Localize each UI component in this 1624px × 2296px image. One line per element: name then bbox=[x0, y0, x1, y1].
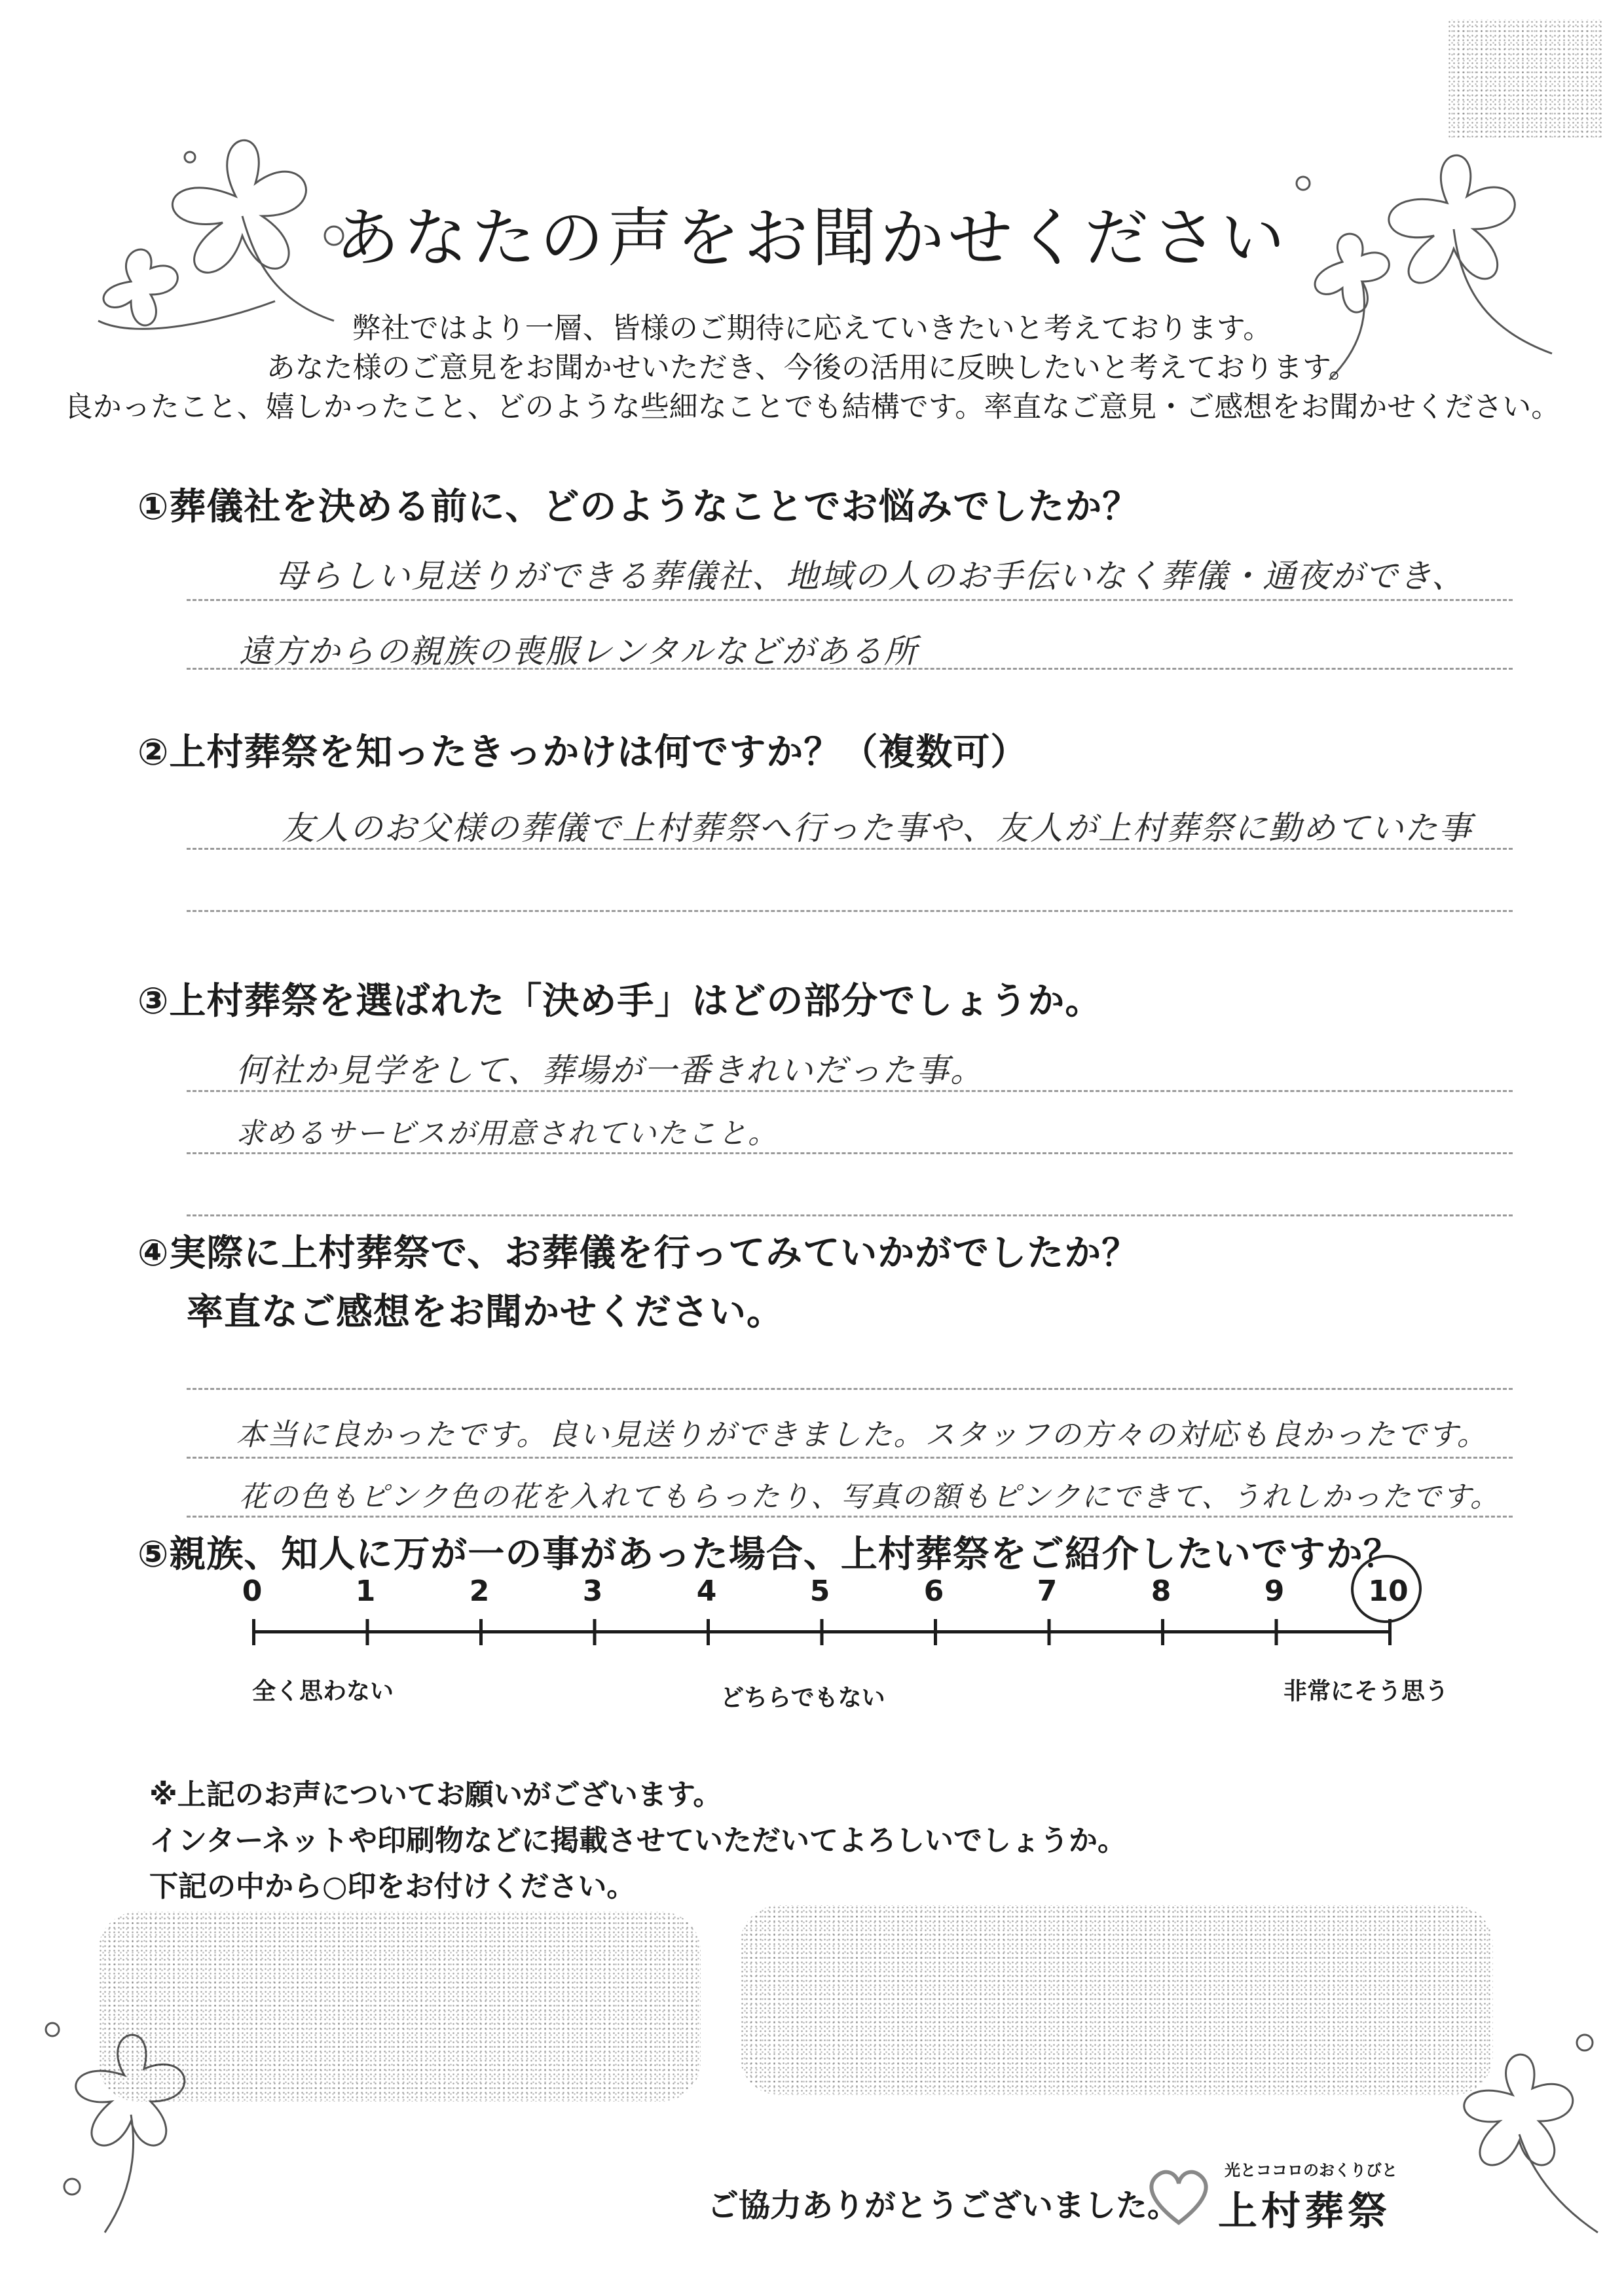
answer-rule bbox=[187, 1388, 1513, 1390]
question-5-label: ⑤親族、知人に万が一の事があった場合、上村葬祭をご紹介したいですか？ bbox=[138, 1533, 1401, 1576]
company-tagline: 光とココロのおくりびと bbox=[1225, 2161, 1397, 2179]
scale-label-high: 非常にそう思う bbox=[1283, 1678, 1449, 1705]
scan-noise-bottom-right bbox=[740, 1905, 1493, 2095]
heart-logo-icon bbox=[1143, 2160, 1215, 2232]
answer-rule bbox=[187, 1457, 1513, 1459]
question-4-answer-line-1: 本当に良かったです。良い見送りができました。スタッフの方々の対応も良かったです。 bbox=[236, 1417, 1488, 1452]
scale-number-5[interactable]: 5 bbox=[809, 1575, 830, 1608]
notice-line-2: インターネットや印刷物などに掲載させていただいてよろしいでしょうか。 bbox=[149, 1824, 1127, 1857]
notice-line-3: 下記の中から○印をお付けください。 bbox=[149, 1870, 636, 1903]
rating-scale bbox=[242, 1575, 1409, 1666]
answer-rule bbox=[187, 1152, 1513, 1154]
scale-number-0[interactable]: 0 bbox=[242, 1575, 263, 1608]
answer-rule bbox=[187, 848, 1513, 850]
question-4-label-line-2: 率直なご感想をお聞かせください。 bbox=[187, 1291, 784, 1334]
scan-noise-top-right bbox=[1447, 20, 1604, 137]
scale-number-2[interactable]: 2 bbox=[469, 1575, 490, 1608]
scale-label-mid: どちらでもない bbox=[720, 1685, 885, 1711]
answer-rule bbox=[187, 668, 1513, 670]
question-3-answer-line-1: 何社か見学をして、葬場が一番きれいだった事。 bbox=[236, 1051, 984, 1089]
intro-line-1: 弊社ではより一層、皆様のご期待に応えていきたいと考えております。 bbox=[352, 312, 1272, 345]
intro-line-3: 良かったこと、嬉しかったこと、どのような些細なことでも結構です。率直なご意見・ご感想をお聞かせください。 bbox=[64, 390, 1560, 424]
question-4-label-line-1: ④実際に上村葬祭で、お葬儀を行ってみていかがでしたか？ bbox=[138, 1232, 1139, 1275]
answer-rule bbox=[187, 1516, 1513, 1518]
scale-number-9[interactable]: 9 bbox=[1264, 1575, 1285, 1608]
scale-number-1[interactable]: 1 bbox=[355, 1575, 376, 1608]
scan-noise-bottom-left bbox=[98, 1912, 701, 2102]
question-3-answer-line-2: 求めるサービスが用意されていたこと。 bbox=[236, 1117, 778, 1150]
company-name: 上村葬祭 bbox=[1218, 2189, 1391, 2234]
scale-number-7[interactable]: 7 bbox=[1037, 1575, 1058, 1608]
notice-line-1: ※上記のお声についてお願いがございます。 bbox=[149, 1778, 722, 1812]
question-3-label: ③上村葬祭を選ばれた「決め手」はどの部分でしょうか。 bbox=[138, 980, 1103, 1023]
question-1-answer-line-2: 遠方からの親族の喪服レンタルなどがある所 bbox=[239, 632, 918, 670]
scale-ticks bbox=[252, 1619, 1392, 1645]
answer-rule bbox=[187, 1090, 1513, 1092]
answer-rule bbox=[187, 1214, 1513, 1216]
question-2-answer-line-1: 友人のお父様の葬儀で上村葬祭へ行った事や、友人が上村葬祭に勤めていた事 bbox=[282, 809, 1473, 847]
scale-number-3[interactable]: 3 bbox=[582, 1575, 603, 1608]
thanks-text: ご協力ありがとうございました。 bbox=[707, 2187, 1179, 2224]
scale-number-6[interactable]: 6 bbox=[923, 1575, 944, 1608]
scale-number-4[interactable]: 4 bbox=[696, 1575, 717, 1608]
page-title: あなたの声をお聞かせください bbox=[335, 201, 1289, 276]
question-2-label: ②上村葬祭を知ったきっかけは何ですか？（複数可） bbox=[138, 731, 1028, 774]
answer-rule bbox=[187, 599, 1513, 601]
question-4-answer-line-2: 花の色もピンク色の花を入れてもらったり、写真の額もピンクにできて、うれしかったです。 bbox=[239, 1480, 1500, 1514]
question-1-answer-line-1: 母らしい見送りができる葬儀社、地域の人のお手伝いなく葬儀・通夜ができ、 bbox=[275, 557, 1466, 595]
scale-number-8[interactable]: 8 bbox=[1151, 1575, 1172, 1608]
scale-label-low: 全く思わない bbox=[252, 1678, 394, 1705]
intro-line-2: あなた様のご意見をお聞かせいただき、今後の活用に反映したいと考えております。 bbox=[266, 351, 1358, 384]
answer-rule bbox=[187, 910, 1513, 912]
question-1-label: ①葬儀社を決める前に、どのようなことでお悩みでしたか？ bbox=[138, 486, 1140, 528]
scale-number-10[interactable]: 10 bbox=[1368, 1575, 1409, 1608]
